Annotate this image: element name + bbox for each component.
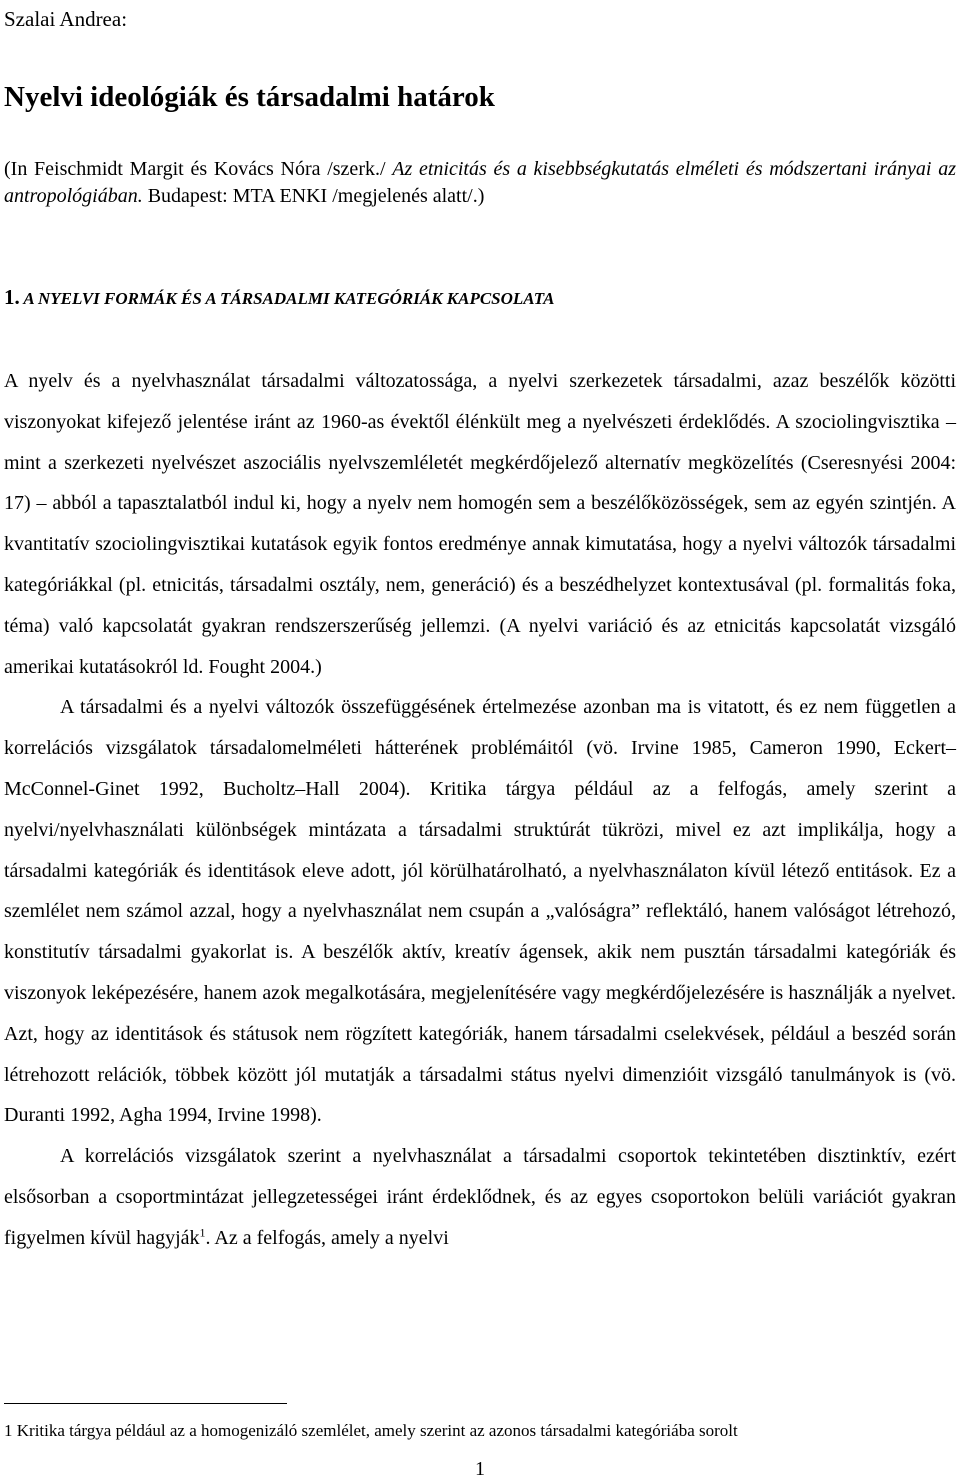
paragraph-3 [4,1136,956,1258]
paragraph-2: A társadalmi és a nyelvi változók összefüggésének értelmezése azonban ma is vitatott, és ez nem független a korrelációs vizsgálatok társadalomelméleti hátterének problémáitól (vö. Irvine 1985, Cameron 1990, Eckert–McConnel-Ginet 1992, Bucholtz–Hall 2004). Kritika tárgya például az a felfogás, amely szerint a nyelvi/nyelvhasználati különbségek mintázata a társadalmi struktúrát tükrözi, mivel ez azt implikálja, hogy a társadalmi kategóriák és identitások eleve adott, jól körülhatárolható, a nyelvhasználaton kívül létező entitások. Ez a szemlélet nem számol azzal, hogy a nyelvhasználat nem csupán a „valóságra” reflektáló, hanem valóságot létrehozó, konstitutív társadalmi gyakorlat is. A beszélők aktív, kreatív ágensek, akik nem pusztán társadalmi kategóriák és viszonyok leképezésére, hanem azok megalkotására, megjelenítésére vagy megkérdőjelezésére is használják a nyelvet. Azt, hogy az identitások és státusok nem rögzített kategóriák, hanem társadalmi cselekvések, például a beszéd során létrehozott relációk, többek között jól mutatják a társadalmi státus nyelvi dimenzióit vizsgáló tanulmányok is (vö. Duranti 1992, Agha 1994, Irvine 1998). [4,696,956,1127]
citation-book-title: Az etnicitás és a kisebbségkutatás elméleti és módszertani irányai az antropológiában. [4,158,956,207]
body-text [4,361,956,1259]
citation-prefix: (In Feischmidt Margit és Kovács Nóra /szerk./ [4,158,393,180]
page-number: 1 [475,1458,485,1480]
paper-title: Nyelvi ideológiák és társadalmi határok [4,81,495,113]
footnote-1: 1 Kritika tárgya például az a homogenizáló szemlélet, amely szerint az azonos társadalmi kategóriába sorolt [4,1421,738,1440]
footnote-divider [4,1403,287,1404]
author-name: Szalai Andrea: [4,7,128,31]
paragraph-3-text: A korrelációs vizsgálatok szerint a nyelvhasználat a társadalmi csoportok tekintetében disztinktív, ezért elsősorban a csoportmintázat jellegzetességei iránt érdeklődnek, és az egyes csoportokon belüli variációt gyakran figyelmen kívül hagyják [4,1145,956,1249]
footnote-reference[interactable]: 1 [199,1225,206,1240]
paragraph-1: A nyelv és a nyelvhasználat társadalmi változatossága, a nyelvi szerkezetek társadalmi, azaz beszélők közötti viszonyokat kifejező jelentése iránt az 1960-as évektől élénkült meg a nyelvészeti érdeklődés. A szociolingvisztika – mint a szerkezeti nyelvészet aszociális nyelvszemléletét megkérdőjelező alternatív megközelítés (Cseresnyési 2004: 17) – abból a tapasztalatból indul ki, hogy a nyelv nem homogén sem a beszélőközösségek, sem az egyén szintjén. A kvantitatív szociolingvisztikai kutatások egyik fontos eredménye annak kimutatása, hogy a nyelvi változók társadalmi kategóriákkal (pl. etnicitás, társadalmi osztály, nem, generáció) és a beszédhelyzet kontextusával (pl. formalitás foka, téma) való kapcsolatát gyakran rendszerszerűség jellemzi. (A nyelvi variáció és az etnicitás kapcsolatát vizsgáló amerikai kutatásokról ld. Fought 2004.) [4,370,956,678]
citation-suffix: Budapest: MTA ENKI /megjelenés alatt/.) [142,185,485,207]
paragraph-3-tail: . Az a felfogás, amely a nyelvi [205,1226,449,1249]
section-title: A NYELVI FORMÁK ÉS A TÁRSADALMI KATEGÓRIÁK KAPCSOLATA [23,289,555,308]
section-heading [4,284,554,312]
citation-note [4,156,956,210]
section-number: 1. [4,285,20,309]
